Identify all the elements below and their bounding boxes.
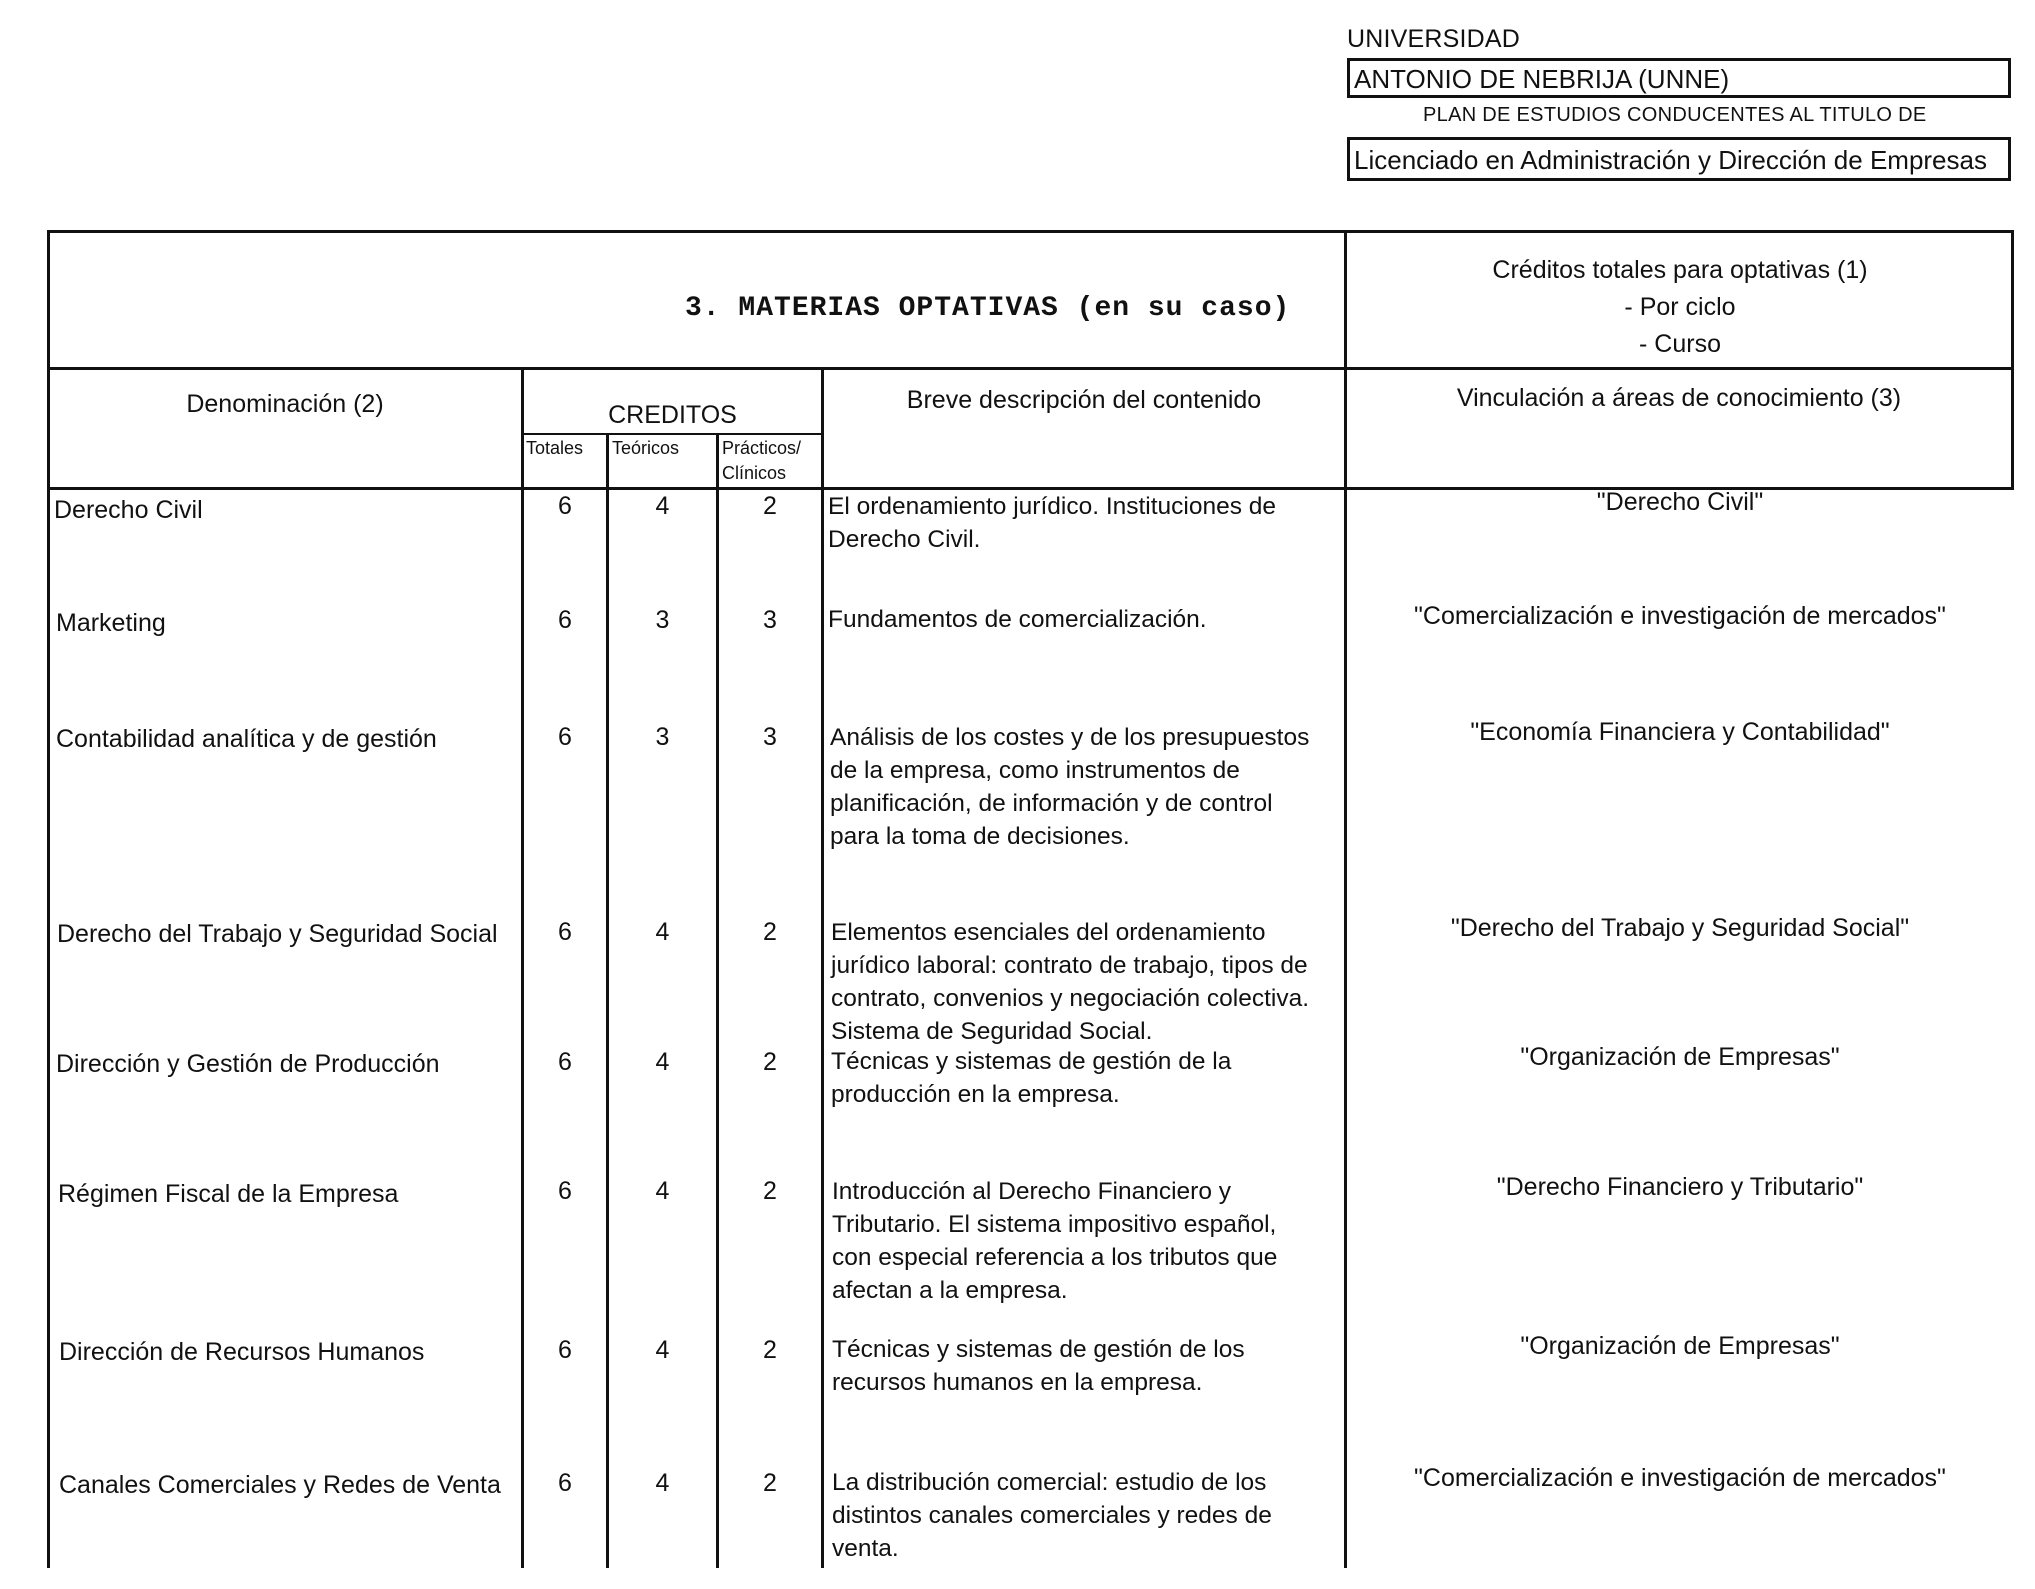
col-header-name: Denominación (2)	[186, 390, 384, 418]
row-area: "Derecho Civil"	[1596, 488, 1764, 516]
row-totals: 6	[558, 1336, 572, 1364]
row-practical: 2	[763, 492, 777, 520]
row-practical: 2	[763, 1469, 777, 1497]
row-name: Contabilidad analítica y de gestión	[56, 725, 437, 753]
row-theoretical: 3	[655, 606, 670, 634]
row-area: "Comercialización e investigación de mercados"	[1414, 602, 1946, 630]
section-title: 3. MATERIAS OPTATIVAS (en su caso)	[685, 293, 1291, 324]
row-name: Marketing	[56, 609, 166, 637]
row-name: Derecho del Trabajo y Seguridad Social	[57, 920, 498, 948]
row-practical: 2	[763, 918, 777, 946]
col-header-totals: Totales	[526, 438, 584, 458]
row-theoretical: 4	[655, 1469, 670, 1497]
row-area: "Organización de Empresas"	[1520, 1332, 1840, 1360]
row-name: Régimen Fiscal de la Empresa	[58, 1180, 399, 1208]
row-theoretical: 4	[655, 1177, 670, 1205]
row-description: Elementos esenciales del ordenamiento jurídico laboral: contrato de trabajo, tipos de contrato, convenios y negociación colectiva. Sistema de Seguridad Social.	[831, 919, 1310, 1045]
row-name: Dirección de Recursos Humanos	[59, 1338, 425, 1366]
row-description: Fundamentos de comercialización.	[828, 606, 1207, 633]
row-area: "Derecho Financiero y Tributario"	[1496, 1173, 1864, 1201]
row-name: Canales Comerciales y Redes de Venta	[59, 1471, 501, 1499]
row-totals: 6	[558, 606, 572, 634]
row-area: "Comercialización e investigación de mercados"	[1414, 1464, 1946, 1492]
row-practical: 3	[763, 723, 777, 751]
col-header-credits: CREDITOS	[608, 401, 737, 429]
row-practical: 2	[763, 1048, 777, 1076]
row-totals: 6	[558, 492, 572, 520]
row-totals: 6	[558, 723, 572, 751]
row-practical: 3	[763, 606, 777, 634]
row-theoretical: 4	[655, 492, 670, 520]
row-area: "Organización de Empresas"	[1520, 1043, 1840, 1071]
row-description: Análisis de los costes y de los presupuestos de la empresa, como instrumentos de planificación, de información y de control para la toma de decisiones.	[830, 724, 1310, 850]
row-practical: 2	[763, 1177, 777, 1205]
row-description: Introducción al Derecho Financiero y Tributario. El sistema impositivo español, con especial referencia a los tributos que afectan a la empresa.	[832, 1178, 1278, 1304]
row-totals: 6	[558, 918, 572, 946]
optional-credits-line3: - Curso	[1639, 330, 1721, 358]
row-description: Técnicas y sistemas de gestión de los recursos humanos en la empresa.	[832, 1336, 1245, 1396]
row-totals: 6	[558, 1177, 572, 1205]
row-description: La distribución comercial: estudio de los distintos canales comerciales y redes de venta.	[832, 1469, 1272, 1562]
optional-credits-line1: Créditos totales para optativas (1)	[1492, 256, 1868, 284]
plan-label: PLAN DE ESTUDIOS CONDUCENTES AL TITULO DE	[1423, 104, 1927, 126]
university-label: UNIVERSIDAD	[1347, 25, 1521, 53]
university-name-box: ANTONIO DE NEBRIJA (UNNE)	[1347, 58, 2011, 98]
col-header-description: Breve descripción del contenido	[906, 386, 1262, 414]
row-area: "Derecho del Trabajo y Seguridad Social"	[1450, 914, 1910, 942]
row-theoretical: 3	[655, 723, 670, 751]
optional-credits-line2: - Por ciclo	[1624, 293, 1736, 321]
col-header-areas: Vinculación a áreas de conocimiento (3)	[1456, 384, 1902, 412]
row-totals: 6	[558, 1469, 572, 1497]
row-area: "Economía Financiera y Contabilidad"	[1470, 718, 1890, 746]
row-name: Derecho Civil	[54, 496, 203, 524]
row-theoretical: 4	[655, 1336, 670, 1364]
col-header-practical-2: Clínicos	[722, 463, 787, 483]
row-description: Técnicas y sistemas de gestión de la producción en la empresa.	[831, 1048, 1232, 1108]
row-totals: 6	[558, 1048, 572, 1076]
row-practical: 2	[763, 1336, 777, 1364]
row-description: El ordenamiento jurídico. Instituciones de Derecho Civil.	[828, 493, 1277, 553]
degree-title-box: Licenciado en Administración y Dirección de Empresas	[1347, 137, 2011, 181]
col-header-theoretical: Teóricos	[612, 438, 680, 458]
row-theoretical: 4	[655, 1048, 670, 1076]
row-name: Dirección y Gestión de Producción	[56, 1050, 440, 1078]
row-theoretical: 4	[655, 918, 670, 946]
col-header-practical-1: Prácticos/	[722, 438, 802, 458]
